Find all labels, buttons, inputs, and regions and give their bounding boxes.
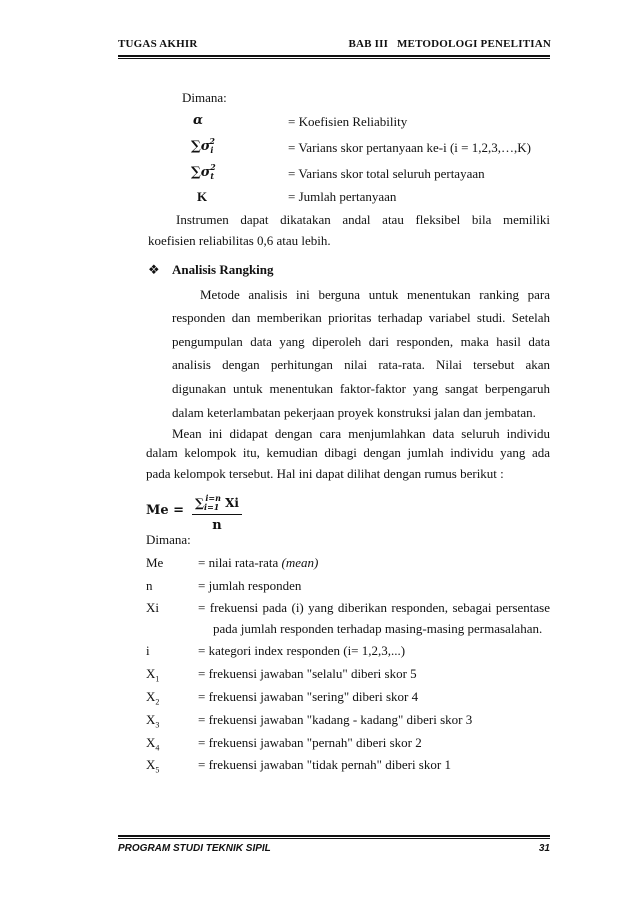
footer-rule-thick (118, 835, 550, 837)
formula-numerator: $\sum_{i=1}^{i=n}$ Xi (195, 493, 239, 512)
def-xi-desc-cont: pada jumlah responden terhadap masing-masing permasalahan. (213, 621, 543, 636)
para1-line-3: pengumpulan data yang diperoleh dari responden, maka hasil data (172, 334, 550, 349)
instrumen-line-1: Instrumen dapat dikatakan andal atau fleksibel bila memiliki (176, 212, 550, 227)
def-n-desc: = jumlah responden (198, 578, 302, 593)
def-me-desc: = nilai rata-rata (mean) (198, 555, 319, 570)
diamond-bullet-icon: ❖ (148, 262, 160, 277)
def-x4-sym: $X_4$ (146, 735, 160, 753)
header-right: BAB III METODOLOGI PENELITIAN (348, 38, 551, 50)
para1-line-5: digunakan untuk menentukan faktor-faktor yang sangat berpengaruh (172, 381, 550, 396)
def-x3-desc: = frekuensi jawaban "kadang - kadang" diberi skor 3 (198, 712, 473, 727)
formula-denominator: n (212, 518, 222, 533)
sum-upper-limit: i=n (205, 493, 221, 503)
para2-line-2: dalam kelompok itu, kemudian dibagi dengan jumlah individu yang ada (146, 445, 550, 460)
page-number: 31 (538, 843, 550, 854)
def-i-desc: = kategori index responden (i= 1,2,3,...) (198, 643, 406, 658)
def-xi-sym: Xi (146, 600, 159, 615)
para1-line-2: responden dan memberikan prioritas terhadap variabel studi. Setelah (172, 310, 550, 325)
para1-line-1: Metode analisis ini berguna untuk menentukan ranking para (200, 287, 550, 302)
alpha-desc: = Koefisien Reliability (288, 114, 408, 129)
fraction-bar (192, 514, 242, 515)
header-rule-thick (118, 55, 550, 57)
def-x2-desc: = frekuensi jawaban "sering" diberi skor 4 (198, 689, 419, 704)
header-rule-thin (118, 58, 550, 59)
sigma-t-symbol: $\sum\sigma_t^2$ (191, 162, 216, 181)
para1-line-6: dalam keterlambatan pekerjaan proyek konstruksi jalan dan jembatan. (172, 405, 536, 420)
sigma-t-desc: = Varians skor total seluruh pertayaan (288, 166, 485, 181)
formula-lhs: Me = (146, 503, 185, 518)
footer-rule-thin (118, 838, 550, 839)
para2-line-1: Mean ini didapat dengan cara menjumlahkan data seluruh individu (172, 426, 550, 441)
def-n-sym: n (146, 578, 153, 593)
dimana-label-1: Dimana: (182, 90, 227, 105)
section-title: Analisis Rangking (172, 262, 274, 277)
formula-fraction (192, 493, 242, 533)
def-me-sym: Me (146, 555, 164, 570)
sigma-i-desc: = Varians skor pertanyaan ke-i (i = 1,2,3,…,K) (288, 140, 531, 155)
def-x4-desc: = frekuensi jawaban "pernah" diberi skor 2 (198, 735, 422, 750)
sigma-i-symbol: $\sum\sigma_i^2$ (191, 136, 215, 155)
footer-left: PROGRAM STUDI TEKNIK SIPIL (118, 843, 271, 854)
k-desc: = Jumlah pertanyaan (288, 189, 397, 204)
alpha-symbol: α (193, 113, 204, 128)
header-left: TUGAS AKHIR (118, 38, 198, 50)
def-x3-sym: $X_3$ (146, 712, 160, 730)
para2-line-3: pada kelompok tersebut. Hal ini dapat dilihat dengan rumus berikut : (146, 466, 504, 481)
def-x5-sym: $X_5$ (146, 757, 160, 775)
para1-line-4: analisis dengan perhitungan nilai rata-rata. Nilai tersebut akan (172, 357, 550, 372)
sum-lower-limit: i=1 (204, 502, 220, 512)
numerator-var: Xi (225, 496, 239, 510)
instrumen-line-2: koefisien reliabilitas 0,6 atau lebih. (148, 233, 331, 248)
def-x5-desc: = frekuensi jawaban "tidak pernah" diberi skor 1 (198, 757, 451, 772)
k-symbol: K (197, 189, 208, 204)
def-i-sym: i (146, 643, 150, 658)
def-x1-sym: $X_1$ (146, 666, 160, 684)
def-xi-desc: = frekuensi pada (i) yang diberikan responden, sebagai persentase (198, 600, 550, 615)
def-x2-sym: $X_2$ (146, 689, 160, 707)
dimana-label-2: Dimana: (146, 532, 191, 547)
def-x1-desc: = frekuensi jawaban "selalu" diberi skor 5 (198, 666, 417, 681)
